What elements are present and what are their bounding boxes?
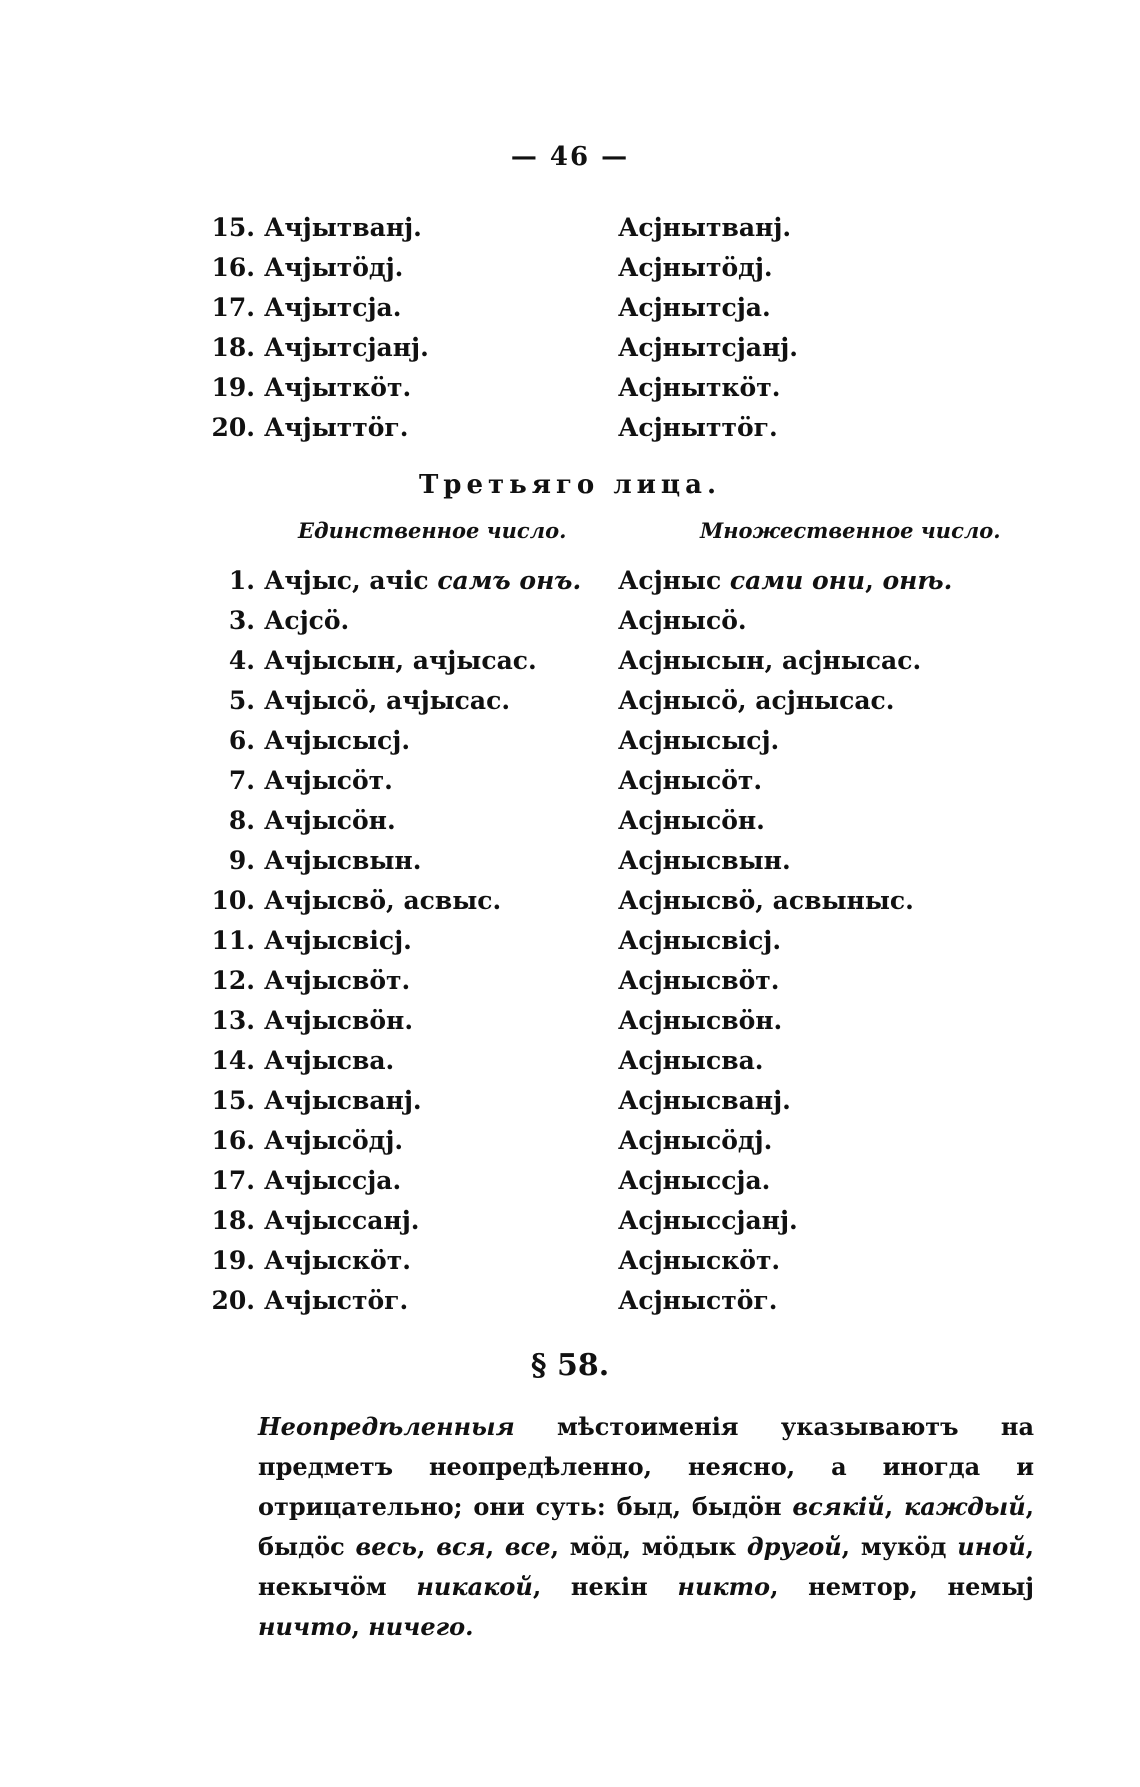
table-row xyxy=(200,248,900,288)
plural-form: Асјнытӧдј. xyxy=(618,253,773,282)
plural-form-text: Асјныс xyxy=(618,566,730,595)
row-number: 17. xyxy=(211,1166,255,1195)
plural-separator: , xyxy=(865,566,883,595)
singular-translation: самъ онъ. xyxy=(437,566,582,595)
para-gloss: весь xyxy=(355,1532,418,1561)
plural-form: Асјныттӧг. xyxy=(618,413,778,442)
row-number: 18. xyxy=(211,1206,255,1235)
table-row xyxy=(200,801,900,841)
singular-form: Ачјысвӧ, асвыс. xyxy=(264,886,502,915)
row-number: 6. xyxy=(228,726,255,755)
row-number: 15. xyxy=(211,1086,255,1115)
para-text: , быдӧс xyxy=(258,1492,1034,1561)
singular-form: Ачјысӧ, ачјысас. xyxy=(264,686,511,715)
singular-form: Ачјысва. xyxy=(264,1046,395,1075)
singular-form: Ачјысӧн. xyxy=(264,806,396,835)
plural-form: Асјныскӧт. xyxy=(618,1246,781,1275)
singular-form: Ачјысыcј. xyxy=(264,726,411,755)
singular-form: Ачјытсјанј. xyxy=(264,333,429,362)
para-text: мѣстоименія указываютъ на предметъ неопредѣленно, неясно, а иногда и отрицательно; они суть: быд, быдӧн xyxy=(258,1412,1034,1521)
table-row xyxy=(200,288,900,328)
para-text: , мукӧд xyxy=(841,1532,958,1561)
table-row xyxy=(200,1081,900,1121)
singular-form: Ачјысвісј. xyxy=(264,926,412,955)
singular-form: Ачјыскӧт. xyxy=(264,1246,411,1275)
row-number: 4. xyxy=(228,646,255,675)
table-row xyxy=(200,641,922,681)
para-gloss: иной xyxy=(957,1532,1026,1561)
singular-form: Ачјысвын. xyxy=(264,846,422,875)
plural-form: Асјнысва. xyxy=(618,1046,764,1075)
table-row xyxy=(200,841,900,881)
section-number: § 58. xyxy=(530,1348,610,1383)
row-number: 20. xyxy=(211,413,255,442)
row-number: 17. xyxy=(211,293,255,322)
table-row xyxy=(200,601,900,641)
table-row xyxy=(200,1241,900,1281)
singular-form: Ачјыссанј. xyxy=(264,1206,420,1235)
table-row xyxy=(200,1121,900,1161)
table-row xyxy=(200,681,900,721)
plural-form: Асјнысвісј. xyxy=(618,926,782,955)
table-row xyxy=(200,1161,900,1201)
singular-form: Ачјысванј. xyxy=(264,1086,422,1115)
plural-form: Асјнытванј. xyxy=(618,213,792,242)
para-gloss: каждый xyxy=(903,1492,1026,1521)
row-number: 8. xyxy=(228,806,255,835)
singular-form: Ачјысын, ачјысас. xyxy=(264,646,537,675)
plural-form: Асјнысвӧн. xyxy=(618,1006,783,1035)
para-text: , некін xyxy=(532,1572,678,1601)
para-text: , немтор, немыј xyxy=(770,1572,1034,1601)
table-row xyxy=(200,561,953,601)
row-number: 5. xyxy=(228,686,255,715)
plural-translation-2: онѣ. xyxy=(882,566,953,595)
row-number: 12. xyxy=(211,966,255,995)
para-text: , xyxy=(351,1612,369,1641)
plural-form: Асјнытсја. xyxy=(618,293,771,322)
plural-form: Асјнысӧн. xyxy=(618,806,765,835)
plural-form: Асјнысӧ, асјнысас. xyxy=(618,686,895,715)
table-row xyxy=(200,961,900,1001)
singular-form: Ачјысӧт. xyxy=(264,766,393,795)
table-row xyxy=(200,368,900,408)
singular-form: Ачјыстӧг. xyxy=(264,1286,409,1315)
table-row xyxy=(200,761,900,801)
table-row xyxy=(200,1201,900,1241)
singular-form: Асјсӧ. xyxy=(264,606,350,635)
plural-form: Асјныссјанј. xyxy=(618,1206,798,1235)
table-row xyxy=(200,408,900,448)
singular-form: Ачјысвӧн. xyxy=(264,1006,414,1035)
singular-form: Ачјытсја. xyxy=(264,293,402,322)
row-number: 20. xyxy=(211,1286,255,1315)
singular-form: Ачјысӧдј. xyxy=(264,1126,404,1155)
para-gloss: все xyxy=(504,1532,551,1561)
row-number: 1. xyxy=(228,566,255,595)
para-text: , xyxy=(485,1532,505,1561)
table-row xyxy=(200,1041,900,1081)
para-gloss: ничто xyxy=(258,1612,352,1641)
plural-form xyxy=(618,561,952,601)
singular-form: Ачјытванј. xyxy=(264,213,422,242)
para-text: , некычӧм xyxy=(258,1532,1034,1601)
singular-form-text: Ачјыс, ачіс xyxy=(264,566,438,595)
plural-form: Асјнысвӧ, асвыныс. xyxy=(618,886,914,915)
singular-form: Ачјыттӧг. xyxy=(264,413,409,442)
row-number: 16. xyxy=(211,253,255,282)
section-paragraph xyxy=(258,1407,1034,1647)
row-number: 9. xyxy=(228,846,255,875)
plural-translation-1: сами они xyxy=(729,566,866,595)
row-number: 16. xyxy=(211,1126,255,1155)
plural-form: Асјнысын, асјнысас. xyxy=(618,646,922,675)
table-row xyxy=(200,721,900,761)
row-number: 19. xyxy=(211,373,255,402)
row-number: 14. xyxy=(211,1046,255,1075)
plural-form: Асјнытсјанј. xyxy=(618,333,798,362)
row-number: 11. xyxy=(211,926,255,955)
plural-form: Асјнысванј. xyxy=(618,1086,791,1115)
singular-heading: Единственное число. xyxy=(298,518,567,543)
table-row xyxy=(200,881,914,921)
plural-form: Асјныстӧг. xyxy=(618,1286,778,1315)
table-row xyxy=(200,1001,900,1041)
para-text: , мӧд, мӧдык xyxy=(550,1532,747,1561)
plural-form: Асјнысӧдј. xyxy=(618,1126,773,1155)
para-text: , xyxy=(417,1532,437,1561)
para-gloss: всякій xyxy=(792,1492,885,1521)
table-row xyxy=(200,1281,900,1321)
row-number: 13. xyxy=(211,1006,255,1035)
plural-form: Асјнысӧт. xyxy=(618,766,763,795)
para-gloss: никакой xyxy=(416,1572,533,1601)
singular-form: Ачјытӧдј. xyxy=(264,253,404,282)
row-number: 19. xyxy=(211,1246,255,1275)
row-number: 7. xyxy=(228,766,255,795)
row-number: 3. xyxy=(228,606,255,635)
plural-form: Асјнысӧ. xyxy=(618,606,747,635)
row-number: 15. xyxy=(211,213,255,242)
table-row xyxy=(200,921,900,961)
plural-form: Асјныткӧт. xyxy=(618,373,781,402)
row-number: 10. xyxy=(211,886,255,915)
singular-form: Ачјыссја. xyxy=(264,1166,402,1195)
plural-form: Асјнысыcј. xyxy=(618,726,780,755)
table-row xyxy=(200,208,900,248)
plural-form: Асјнысвӧт. xyxy=(618,966,780,995)
singular-form: Ачјысвӧт. xyxy=(264,966,411,995)
table-row xyxy=(200,328,900,368)
row-number: 18. xyxy=(211,333,255,362)
third-person-heading: Третьяго лица. xyxy=(418,470,722,500)
para-text: , xyxy=(884,1492,904,1521)
plural-form: Асјныссја. xyxy=(618,1166,771,1195)
page-number: — 46 — xyxy=(510,142,630,172)
plural-heading: Множественное число. xyxy=(700,518,1001,543)
singular-form xyxy=(264,561,581,601)
para-gloss: вся xyxy=(436,1532,486,1561)
plural-form: Асјнысвын. xyxy=(618,846,791,875)
para-gloss: другой xyxy=(746,1532,842,1561)
para-gloss: никто xyxy=(677,1572,771,1601)
singular-form: Ачјыткӧт. xyxy=(264,373,412,402)
para-gloss: ничего. xyxy=(368,1612,474,1641)
para-term: Неопредѣленныя xyxy=(258,1412,515,1441)
